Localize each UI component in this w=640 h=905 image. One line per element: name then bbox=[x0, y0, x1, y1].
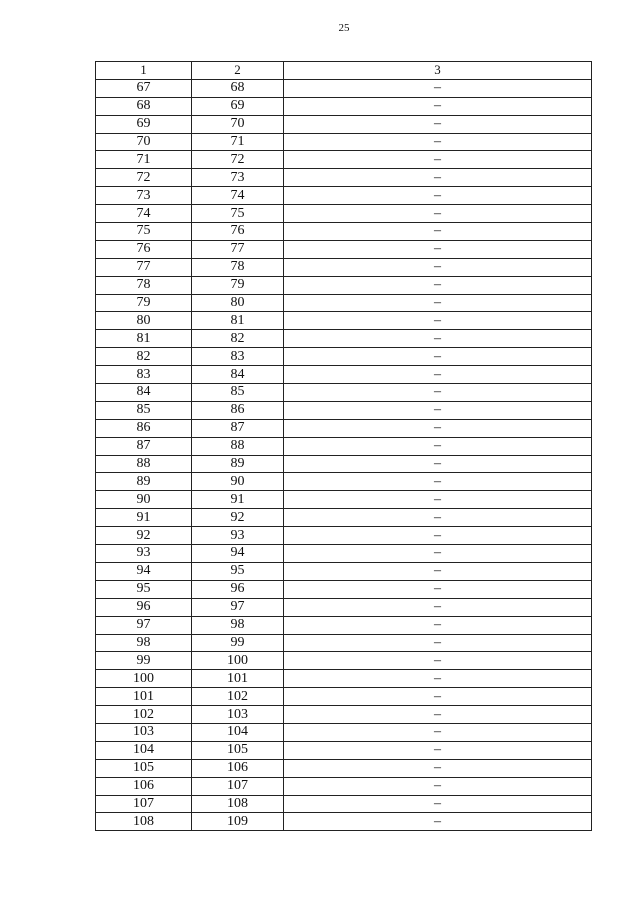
table-cell-col-3: – bbox=[284, 813, 592, 831]
table-cell-col-3: – bbox=[284, 384, 592, 402]
table-cell-col-3: – bbox=[284, 223, 592, 241]
table-cell-col-1: 76 bbox=[96, 240, 192, 258]
table-row bbox=[96, 240, 592, 258]
table-header bbox=[96, 62, 592, 80]
table-cell-col-3: – bbox=[284, 562, 592, 580]
table-cell-col-1: 77 bbox=[96, 258, 192, 276]
table-row bbox=[96, 276, 592, 294]
table-cell-col-1: 87 bbox=[96, 437, 192, 455]
table-cell-col-3: – bbox=[284, 276, 592, 294]
data-table bbox=[95, 61, 592, 831]
table-cell-col-2: 72 bbox=[192, 151, 284, 169]
table-row bbox=[96, 151, 592, 169]
table-cell-col-3: – bbox=[284, 455, 592, 473]
table-cell-col-3: – bbox=[284, 545, 592, 563]
table-cell-col-2: 79 bbox=[192, 276, 284, 294]
table-row bbox=[96, 670, 592, 688]
table-cell-col-1: 79 bbox=[96, 294, 192, 312]
table-cell-col-2: 73 bbox=[192, 169, 284, 187]
table-row bbox=[96, 527, 592, 545]
table-row bbox=[96, 723, 592, 741]
table-cell-col-3: – bbox=[284, 616, 592, 634]
table-cell-col-1: 97 bbox=[96, 616, 192, 634]
table-row bbox=[96, 294, 592, 312]
table-cell-col-3: – bbox=[284, 151, 592, 169]
table-cell-col-1: 91 bbox=[96, 509, 192, 527]
table-cell-col-3: – bbox=[284, 348, 592, 366]
table-cell-col-2: 69 bbox=[192, 97, 284, 115]
table-row bbox=[96, 473, 592, 491]
table-cell-col-1: 85 bbox=[96, 401, 192, 419]
column-header-2: 2 bbox=[192, 62, 284, 80]
table-row bbox=[96, 258, 592, 276]
table-cell-col-2: 94 bbox=[192, 545, 284, 563]
table-row bbox=[96, 419, 592, 437]
table-cell-col-3: – bbox=[284, 169, 592, 187]
table-cell-col-1: 108 bbox=[96, 813, 192, 831]
table-cell-col-3: – bbox=[284, 312, 592, 330]
table-cell-col-2: 68 bbox=[192, 79, 284, 97]
table-cell-col-2: 92 bbox=[192, 509, 284, 527]
table-cell-col-2: 108 bbox=[192, 795, 284, 813]
table-cell-col-3: – bbox=[284, 706, 592, 724]
table-cell-col-2: 76 bbox=[192, 223, 284, 241]
table-cell-col-3: – bbox=[284, 115, 592, 133]
table-cell-col-2: 81 bbox=[192, 312, 284, 330]
table-cell-col-1: 68 bbox=[96, 97, 192, 115]
table-cell-col-1: 75 bbox=[96, 223, 192, 241]
table-cell-col-2: 98 bbox=[192, 616, 284, 634]
table-row bbox=[96, 616, 592, 634]
table-row bbox=[96, 330, 592, 348]
table-cell-col-1: 92 bbox=[96, 527, 192, 545]
table-cell-col-3: – bbox=[284, 258, 592, 276]
table-cell-col-1: 72 bbox=[96, 169, 192, 187]
table-cell-col-2: 104 bbox=[192, 723, 284, 741]
column-header-1: 1 bbox=[96, 62, 192, 80]
table-cell-col-2: 77 bbox=[192, 240, 284, 258]
header-row bbox=[96, 62, 592, 80]
table-cell-col-1: 69 bbox=[96, 115, 192, 133]
table-cell-col-3: – bbox=[284, 723, 592, 741]
table-cell-col-3: – bbox=[284, 777, 592, 795]
table-cell-col-2: 78 bbox=[192, 258, 284, 276]
table-cell-col-2: 70 bbox=[192, 115, 284, 133]
table-cell-col-2: 75 bbox=[192, 205, 284, 223]
table-cell-col-1: 98 bbox=[96, 634, 192, 652]
table-cell-col-3: – bbox=[284, 473, 592, 491]
table-cell-col-2: 83 bbox=[192, 348, 284, 366]
column-header-3: 3 bbox=[284, 62, 592, 80]
table-cell-col-3: – bbox=[284, 741, 592, 759]
table-cell-col-3: – bbox=[284, 491, 592, 509]
table-row bbox=[96, 169, 592, 187]
table-cell-col-3: – bbox=[284, 401, 592, 419]
table-cell-col-3: – bbox=[284, 133, 592, 151]
table-cell-col-1: 93 bbox=[96, 545, 192, 563]
table-row bbox=[96, 813, 592, 831]
table-cell-col-1: 88 bbox=[96, 455, 192, 473]
table-cell-col-2: 82 bbox=[192, 330, 284, 348]
table-cell-col-2: 97 bbox=[192, 598, 284, 616]
table-cell-col-2: 74 bbox=[192, 187, 284, 205]
table-cell-col-1: 105 bbox=[96, 759, 192, 777]
table-cell-col-2: 86 bbox=[192, 401, 284, 419]
table-cell-col-3: – bbox=[284, 97, 592, 115]
table-cell-col-1: 83 bbox=[96, 366, 192, 384]
table-row bbox=[96, 545, 592, 563]
table-cell-col-2: 88 bbox=[192, 437, 284, 455]
table-cell-col-3: – bbox=[284, 580, 592, 598]
table-cell-col-3: – bbox=[284, 205, 592, 223]
table-cell-col-3: – bbox=[284, 527, 592, 545]
table-cell-col-2: 107 bbox=[192, 777, 284, 795]
table-cell-col-3: – bbox=[284, 598, 592, 616]
table-row bbox=[96, 223, 592, 241]
table-cell-col-3: – bbox=[284, 509, 592, 527]
table-cell-col-2: 84 bbox=[192, 366, 284, 384]
table-cell-col-2: 89 bbox=[192, 455, 284, 473]
page-number: 25 bbox=[338, 22, 350, 34]
table-cell-col-1: 80 bbox=[96, 312, 192, 330]
table-cell-col-1: 84 bbox=[96, 384, 192, 402]
table-cell-col-3: – bbox=[284, 688, 592, 706]
table-cell-col-2: 87 bbox=[192, 419, 284, 437]
table-cell-col-2: 106 bbox=[192, 759, 284, 777]
table-cell-col-1: 96 bbox=[96, 598, 192, 616]
table-row bbox=[96, 634, 592, 652]
table-row bbox=[96, 795, 592, 813]
table-cell-col-1: 103 bbox=[96, 723, 192, 741]
table-cell-col-3: – bbox=[284, 759, 592, 777]
table-cell-col-3: – bbox=[284, 330, 592, 348]
table-row bbox=[96, 491, 592, 509]
table-row bbox=[96, 741, 592, 759]
table-body bbox=[96, 79, 592, 830]
table-cell-col-2: 95 bbox=[192, 562, 284, 580]
table-cell-col-1: 82 bbox=[96, 348, 192, 366]
table-cell-col-3: – bbox=[284, 366, 592, 384]
table-row bbox=[96, 759, 592, 777]
table-cell-col-2: 102 bbox=[192, 688, 284, 706]
table-cell-col-1: 95 bbox=[96, 580, 192, 598]
table-cell-col-3: – bbox=[284, 187, 592, 205]
table-cell-col-1: 71 bbox=[96, 151, 192, 169]
table-cell-col-2: 105 bbox=[192, 741, 284, 759]
table-cell-col-1: 89 bbox=[96, 473, 192, 491]
table-cell-col-1: 104 bbox=[96, 741, 192, 759]
table-cell-col-3: – bbox=[284, 795, 592, 813]
table-row bbox=[96, 133, 592, 151]
table-row bbox=[96, 777, 592, 795]
table-row bbox=[96, 455, 592, 473]
table-cell-col-1: 106 bbox=[96, 777, 192, 795]
table-row bbox=[96, 562, 592, 580]
table-row bbox=[96, 312, 592, 330]
table-cell-col-3: – bbox=[284, 670, 592, 688]
table-row bbox=[96, 598, 592, 616]
table-cell-col-3: – bbox=[284, 634, 592, 652]
table-row bbox=[96, 187, 592, 205]
table-cell-col-3: – bbox=[284, 79, 592, 97]
table-cell-col-1: 94 bbox=[96, 562, 192, 580]
table-cell-col-1: 78 bbox=[96, 276, 192, 294]
table-cell-col-2: 93 bbox=[192, 527, 284, 545]
table-cell-col-1: 70 bbox=[96, 133, 192, 151]
table-row bbox=[96, 437, 592, 455]
table-row bbox=[96, 384, 592, 402]
table-cell-col-2: 100 bbox=[192, 652, 284, 670]
table-row bbox=[96, 79, 592, 97]
table-row bbox=[96, 115, 592, 133]
table-cell-col-1: 90 bbox=[96, 491, 192, 509]
table-cell-col-3: – bbox=[284, 294, 592, 312]
table-cell-col-2: 109 bbox=[192, 813, 284, 831]
table-row bbox=[96, 97, 592, 115]
table-cell-col-1: 86 bbox=[96, 419, 192, 437]
table-cell-col-2: 99 bbox=[192, 634, 284, 652]
table-cell-col-3: – bbox=[284, 437, 592, 455]
table-cell-col-2: 90 bbox=[192, 473, 284, 491]
table-cell-col-2: 71 bbox=[192, 133, 284, 151]
table-row bbox=[96, 688, 592, 706]
table-cell-col-3: – bbox=[284, 652, 592, 670]
table-cell-col-3: – bbox=[284, 419, 592, 437]
table-cell-col-1: 101 bbox=[96, 688, 192, 706]
table-cell-col-1: 102 bbox=[96, 706, 192, 724]
table-row bbox=[96, 580, 592, 598]
table-cell-col-2: 91 bbox=[192, 491, 284, 509]
table-row bbox=[96, 348, 592, 366]
table-cell-col-1: 100 bbox=[96, 670, 192, 688]
table-row bbox=[96, 205, 592, 223]
table-cell-col-3: – bbox=[284, 240, 592, 258]
table-cell-col-1: 81 bbox=[96, 330, 192, 348]
table-cell-col-1: 107 bbox=[96, 795, 192, 813]
table-row bbox=[96, 366, 592, 384]
table-cell-col-2: 85 bbox=[192, 384, 284, 402]
table-cell-col-2: 103 bbox=[192, 706, 284, 724]
table-cell-col-2: 96 bbox=[192, 580, 284, 598]
table-cell-col-1: 74 bbox=[96, 205, 192, 223]
table-row bbox=[96, 652, 592, 670]
table-cell-col-2: 101 bbox=[192, 670, 284, 688]
table-cell-col-1: 99 bbox=[96, 652, 192, 670]
table-row bbox=[96, 401, 592, 419]
table-row bbox=[96, 509, 592, 527]
table-row bbox=[96, 706, 592, 724]
table-cell-col-2: 80 bbox=[192, 294, 284, 312]
table-cell-col-1: 73 bbox=[96, 187, 192, 205]
table-cell-col-1: 67 bbox=[96, 79, 192, 97]
